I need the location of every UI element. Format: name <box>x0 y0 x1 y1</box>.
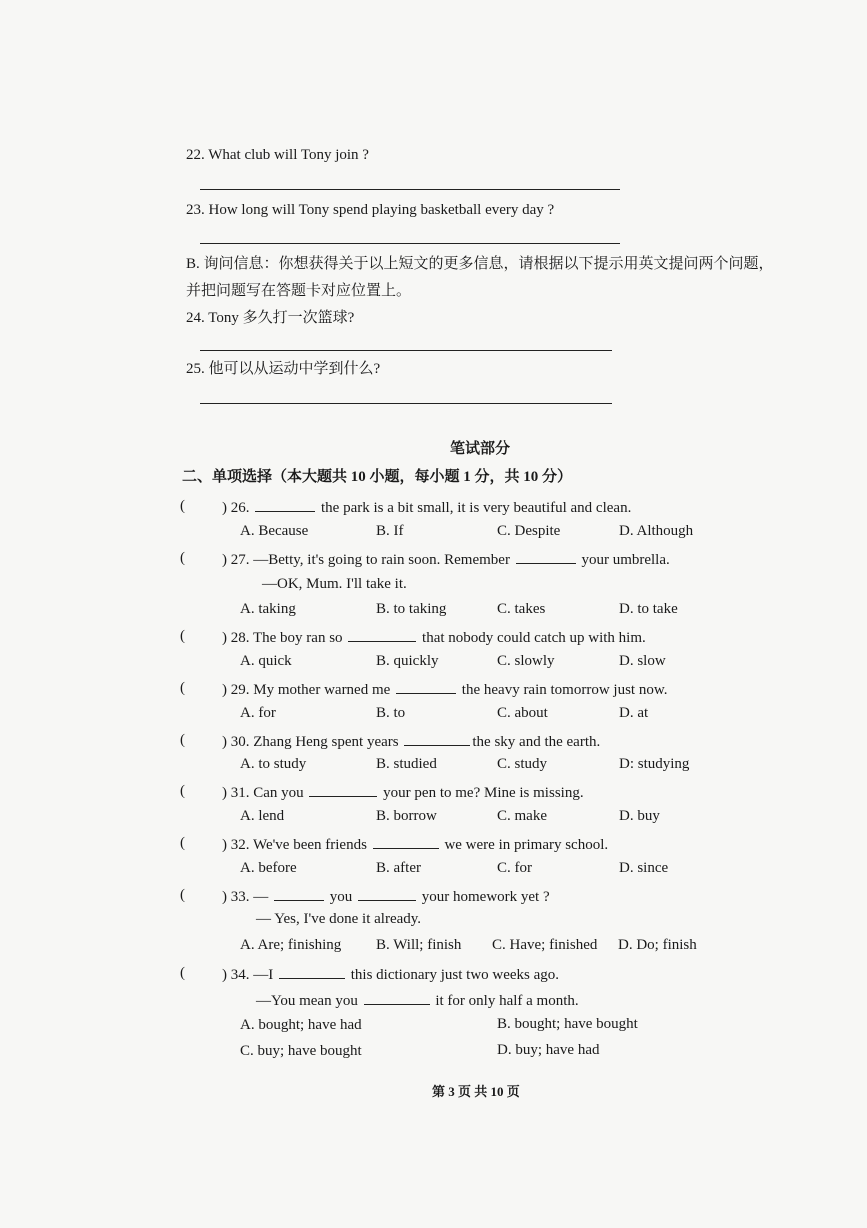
question-27-reply: —OK, Mum. I'll take it. <box>262 576 407 592</box>
answer-paren-30[interactable]: ( <box>180 732 185 748</box>
question-number: ) 29. <box>222 682 250 698</box>
part-b-instruction-line2: 并把问题写在答题卡对应位置上。 <box>186 283 412 299</box>
blank[interactable] <box>396 680 456 694</box>
stem-text: —You mean you <box>256 993 358 1009</box>
option-d[interactable]: D. at <box>619 705 649 721</box>
question-33-reply: — Yes, I've done it already. <box>256 911 422 927</box>
question-32-stem <box>222 835 608 853</box>
option-c[interactable]: C. study <box>497 756 548 772</box>
blank[interactable] <box>404 732 470 746</box>
blank[interactable] <box>279 965 345 979</box>
answer-paren-29[interactable]: ( <box>180 680 185 696</box>
stem-text: this dictionary just two weeks ago. <box>350 967 560 983</box>
stem-text: your umbrella. <box>581 552 670 568</box>
option-c[interactable]: C. slowly <box>497 653 555 669</box>
stem-text: —I <box>253 967 274 983</box>
question-number: ) 32. <box>222 837 250 853</box>
option-a[interactable]: A. to study <box>240 756 307 772</box>
stem-text: we were in primary school. <box>444 837 609 853</box>
blank[interactable] <box>364 991 430 1005</box>
question-29-stem <box>222 680 667 698</box>
page-footer: 第 3 页 共 10 页 <box>432 1084 520 1099</box>
option-c[interactable]: C. for <box>497 860 532 876</box>
option-a[interactable]: A. bought; have had <box>240 1017 362 1033</box>
answer-paren-33[interactable]: ( <box>180 887 185 903</box>
question-number: ) 28. <box>222 630 250 646</box>
option-b[interactable]: B. to taking <box>376 601 447 617</box>
option-a[interactable]: A. for <box>240 705 276 721</box>
option-b[interactable]: B. quickly <box>376 653 439 669</box>
blank[interactable] <box>516 550 576 564</box>
question-22: 22. What club will Tony join ? <box>186 147 369 163</box>
option-d[interactable]: D. buy <box>619 808 660 824</box>
question-number: ) 31. <box>222 785 250 801</box>
stem-text: My mother warned me <box>253 682 391 698</box>
blank[interactable] <box>373 835 439 849</box>
question-24: 24. Tony 多久打一次篮球? <box>186 310 355 326</box>
blank[interactable] <box>255 498 315 512</box>
answer-line-22[interactable] <box>200 189 620 190</box>
answer-paren-32[interactable]: ( <box>180 835 185 851</box>
option-a[interactable]: A. quick <box>240 653 292 669</box>
option-b[interactable]: B. If <box>376 523 404 539</box>
stem-text: We've been friends <box>252 837 367 853</box>
option-c[interactable]: C. buy; have bought <box>240 1043 362 1059</box>
option-b[interactable]: B. after <box>376 860 421 876</box>
option-d[interactable]: D. Although <box>619 523 694 539</box>
option-c[interactable]: C. Have; finished <box>492 937 598 953</box>
option-a[interactable]: A. Are; finishing <box>240 937 342 953</box>
question-number: ) 30. <box>222 734 250 750</box>
question-31-stem <box>222 783 584 801</box>
question-26-stem <box>222 498 631 516</box>
question-25: 25. 他可以从运动中学到什么? <box>186 361 381 377</box>
question-number: ) 27. <box>222 552 250 568</box>
question-34-reply <box>256 991 579 1009</box>
stem-text: that nobody could catch up with him. <box>422 630 646 646</box>
option-c[interactable]: C. make <box>497 808 547 824</box>
question-33-stem <box>222 887 550 905</box>
stem-text: the sky and the earth. <box>472 734 601 750</box>
stem-text: the heavy rain tomorrow just now. <box>461 682 668 698</box>
question-34-stem <box>222 965 559 983</box>
option-c[interactable]: C. about <box>497 705 548 721</box>
question-number: ) 33. <box>222 889 250 905</box>
option-a[interactable]: A. Because <box>240 523 309 539</box>
section-heading: 二、单项选择（本大题共 10 小题，每小题 1 分，共 10 分） <box>182 469 573 485</box>
option-d[interactable]: D. buy; have had <box>497 1042 600 1058</box>
answer-paren-31[interactable]: ( <box>180 783 185 799</box>
question-number: ) 26. <box>222 500 250 516</box>
stem-text: it for only half a month. <box>435 993 579 1009</box>
stem-text: your pen to me? Mine is missing. <box>383 785 584 801</box>
blank[interactable] <box>274 887 324 901</box>
option-d[interactable]: D: studying <box>619 756 690 772</box>
option-c[interactable]: C. Despite <box>497 523 561 539</box>
stem-text: your homework yet ? <box>421 889 550 905</box>
stem-text: Can you <box>253 785 304 801</box>
blank[interactable] <box>309 783 377 797</box>
answer-paren-34[interactable]: ( <box>180 965 185 981</box>
blank[interactable] <box>348 628 416 642</box>
option-b[interactable]: B. to <box>376 705 406 721</box>
option-d[interactable]: D. slow <box>619 653 666 669</box>
stem-text: —Betty, it's going to rain soon. Remember <box>253 552 510 568</box>
option-b[interactable]: B. studied <box>376 756 437 772</box>
blank[interactable] <box>358 887 416 901</box>
stem-text: Zhang Heng spent years <box>253 734 399 750</box>
answer-paren-27[interactable]: ( <box>180 550 185 566</box>
stem-text: — <box>253 889 269 905</box>
part-b-instruction-line1: B. 询问信息：你想获得关于以上短文的更多信息，请根据以下提示用英文提问两个问题， <box>186 256 774 272</box>
option-b[interactable]: B. Will; finish <box>376 937 462 953</box>
section-title: 笔试部分 <box>450 441 511 457</box>
answer-paren-28[interactable]: ( <box>180 628 185 644</box>
question-23: 23. How long will Tony spend playing basketball every day ? <box>186 202 555 218</box>
option-a[interactable]: A. taking <box>240 601 296 617</box>
option-d[interactable]: D. since <box>619 860 669 876</box>
option-b[interactable]: B. bought; have bought <box>497 1016 638 1032</box>
option-c[interactable]: C. takes <box>497 601 546 617</box>
option-a[interactable]: A. before <box>240 860 297 876</box>
stem-text: you <box>329 889 353 905</box>
option-b[interactable]: B. borrow <box>376 808 437 824</box>
answer-line-25[interactable] <box>200 403 612 404</box>
option-d[interactable]: D. Do; finish <box>618 937 697 953</box>
option-a[interactable]: A. lend <box>240 808 285 824</box>
answer-line-23[interactable] <box>200 243 620 244</box>
question-28-stem <box>222 628 646 646</box>
answer-line-24[interactable] <box>200 350 612 351</box>
question-27-stem <box>222 550 670 568</box>
question-30-stem <box>222 732 600 750</box>
option-d[interactable]: D. to take <box>619 601 678 617</box>
stem-text: the park is a bit small, it is very beautiful and clean. <box>321 500 632 516</box>
answer-paren-26[interactable]: ( <box>180 498 185 514</box>
question-number: ) 34. <box>222 967 250 983</box>
stem-text: The boy ran so <box>252 630 343 646</box>
